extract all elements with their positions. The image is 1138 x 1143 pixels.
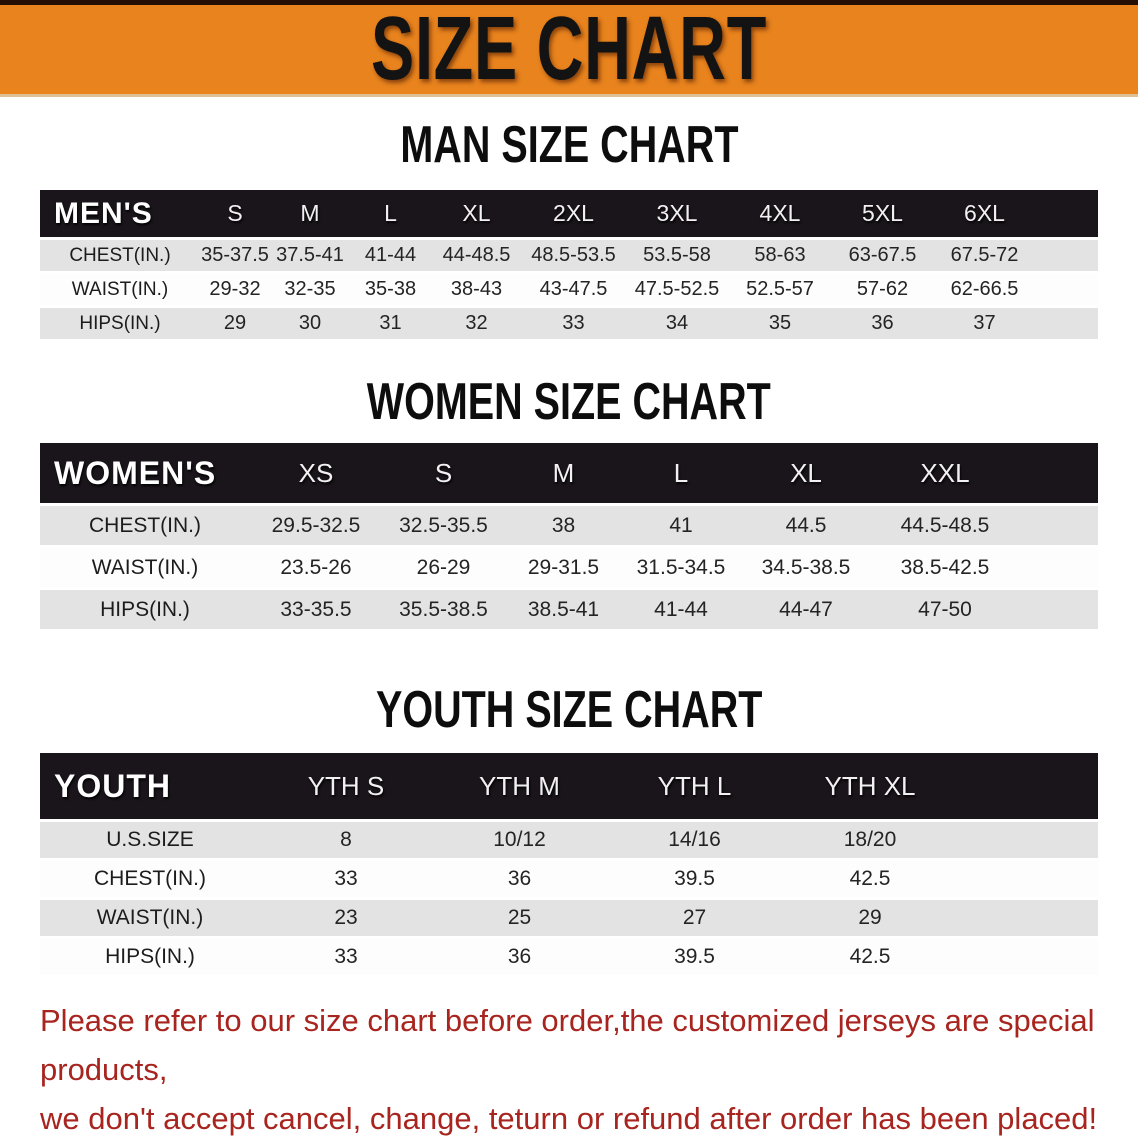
measurement-cell: 23.5-26 bbox=[280, 555, 352, 579]
group-label: YOUTH bbox=[54, 767, 171, 804]
measurement-cell: 42.5 bbox=[849, 867, 891, 890]
measurement-cell: 57-62 bbox=[856, 278, 909, 300]
measurement-cell: 38-43 bbox=[450, 278, 503, 300]
measurement-cell: 39.5 bbox=[674, 945, 715, 968]
measurement-row bbox=[40, 274, 1098, 305]
measurement-row bbox=[40, 939, 1098, 975]
measurement-cell: 36 bbox=[507, 945, 532, 968]
row-label: CHEST(IN.) bbox=[69, 244, 171, 266]
measurement-cell: 26-29 bbox=[416, 555, 471, 579]
measurement-cell: 34.5-38.5 bbox=[761, 555, 851, 579]
measurement-cell: 23 bbox=[334, 906, 358, 929]
measurement-row bbox=[40, 900, 1098, 936]
row-label: WAIST(IN.) bbox=[91, 555, 199, 579]
row-label: CHEST(IN.) bbox=[89, 513, 201, 537]
measurement-cell: 39.5 bbox=[674, 867, 715, 890]
measurement-cell: 47-50 bbox=[918, 597, 972, 621]
measurement-cell: 38.5-41 bbox=[527, 597, 600, 621]
measurement-row bbox=[40, 548, 1098, 587]
row-spacer bbox=[958, 939, 1098, 975]
size-header-row bbox=[40, 753, 1098, 819]
measurement-cell: 37.5-41 bbox=[276, 244, 344, 266]
row-spacer bbox=[958, 822, 1098, 858]
size-header-row bbox=[40, 443, 1098, 503]
measurement-cell: 31 bbox=[379, 312, 402, 334]
group-label: MEN'S bbox=[54, 196, 153, 230]
size-column-header: XS bbox=[298, 457, 334, 488]
measurement-cell: 35 bbox=[768, 312, 792, 334]
measurement-cell: 44-47 bbox=[779, 597, 833, 621]
measurement-cell: 33 bbox=[334, 945, 358, 968]
row-label: HIPS(IN.) bbox=[105, 945, 195, 968]
size-column-header: L bbox=[673, 457, 689, 488]
measurement-row bbox=[40, 590, 1098, 629]
measurement-cell: 41-44 bbox=[364, 244, 417, 266]
size-column-header: 4XL bbox=[759, 200, 801, 226]
size-column-header: YTH L bbox=[657, 770, 732, 801]
women-chart-heading-text: WOMEN SIZE CHART bbox=[367, 373, 771, 431]
size-column-header: XL bbox=[790, 457, 822, 488]
measurement-row bbox=[40, 861, 1098, 897]
measurement-cell: 41 bbox=[669, 513, 693, 537]
measurement-cell: 41-44 bbox=[654, 597, 708, 621]
header-spacer bbox=[958, 753, 1098, 819]
row-label: HIPS(IN.) bbox=[79, 312, 161, 334]
measurement-cell: 42.5 bbox=[849, 945, 891, 968]
measurement-cell: 30 bbox=[298, 312, 322, 334]
size-column-header: 6XL bbox=[964, 200, 1005, 226]
measurement-cell: 38 bbox=[551, 513, 576, 537]
measurement-cell: 52.5-57 bbox=[746, 278, 814, 300]
size-header-row bbox=[40, 190, 1098, 237]
measurement-cell: 33 bbox=[334, 867, 358, 890]
size-column-header: XXL bbox=[920, 457, 970, 488]
women-size-table bbox=[40, 440, 1098, 632]
measurement-cell: 36 bbox=[507, 867, 532, 890]
measurement-cell: 43-47.5 bbox=[539, 278, 608, 300]
measurement-cell: 29-31.5 bbox=[527, 555, 600, 579]
measurement-cell: 33-35.5 bbox=[280, 597, 352, 621]
row-spacer bbox=[1035, 308, 1098, 339]
disclaimer bbox=[40, 996, 1138, 1143]
size-column-header: S bbox=[227, 200, 243, 226]
size-column-header: 3XL bbox=[656, 200, 698, 226]
row-spacer bbox=[1018, 506, 1098, 545]
measurement-cell: 67.5-72 bbox=[950, 244, 1019, 266]
banner-title: SIZE CHART bbox=[371, 0, 767, 99]
measurement-row bbox=[40, 506, 1098, 545]
size-column-header: YTH XL bbox=[824, 770, 916, 801]
size-column-header: M bbox=[552, 457, 575, 488]
row-spacer bbox=[958, 861, 1098, 897]
measurement-cell: 18/20 bbox=[843, 828, 897, 851]
measurement-cell: 14/16 bbox=[668, 828, 721, 851]
measurement-cell: 29 bbox=[223, 312, 247, 334]
measurement-cell: 36 bbox=[871, 312, 894, 334]
size-column-header: YTH M bbox=[479, 770, 560, 801]
measurement-cell: 44-48.5 bbox=[442, 244, 511, 266]
men-size-table bbox=[40, 187, 1098, 342]
measurement-cell: 10/12 bbox=[493, 828, 546, 851]
measurement-cell: 31.5-34.5 bbox=[636, 555, 726, 579]
measurement-cell: 8 bbox=[340, 828, 352, 851]
disclaimer-line-2: we don't accept cancel, change, teturn or refund after order has been placed! bbox=[40, 1101, 1098, 1136]
header-spacer bbox=[1018, 443, 1098, 503]
measurement-cell: 44.5-48.5 bbox=[900, 513, 990, 537]
row-spacer bbox=[1018, 590, 1098, 629]
measurement-cell: 48.5-53.5 bbox=[531, 244, 616, 266]
size-column-header: 2XL bbox=[553, 200, 594, 226]
measurement-row bbox=[40, 308, 1098, 339]
men-chart-heading bbox=[0, 115, 1138, 175]
measurement-cell: 35-38 bbox=[364, 278, 417, 300]
row-label: HIPS(IN.) bbox=[100, 597, 190, 621]
women-chart-heading bbox=[0, 372, 1138, 432]
measurement-cell: 37 bbox=[973, 312, 996, 334]
row-spacer bbox=[1018, 548, 1098, 587]
measurement-row bbox=[40, 240, 1098, 271]
measurement-cell: 47.5-52.5 bbox=[634, 278, 720, 300]
measurement-cell: 29-32 bbox=[209, 278, 261, 300]
size-column-header: XL bbox=[462, 200, 491, 226]
row-label: WAIST(IN.) bbox=[96, 906, 204, 929]
youth-chart-heading-text: YOUTH SIZE CHART bbox=[375, 681, 763, 739]
measurement-cell: 32-35 bbox=[284, 278, 336, 300]
row-label: U.S.SIZE bbox=[106, 828, 194, 851]
youth-size-table bbox=[40, 750, 1098, 978]
group-label: WOMEN'S bbox=[54, 454, 217, 491]
measurement-cell: 62-66.5 bbox=[950, 278, 1019, 300]
row-label: WAIST(IN.) bbox=[71, 278, 169, 300]
size-chart-banner bbox=[0, 0, 1138, 97]
measurement-cell: 29.5-32.5 bbox=[271, 513, 361, 537]
measurement-row bbox=[40, 822, 1098, 858]
measurement-cell: 32.5-35.5 bbox=[399, 513, 488, 537]
row-spacer bbox=[1035, 240, 1098, 271]
size-column-header: L bbox=[384, 200, 397, 226]
youth-chart-heading bbox=[0, 680, 1138, 740]
measurement-cell: 44.5 bbox=[785, 513, 827, 537]
measurement-cell: 35-37.5 bbox=[201, 244, 269, 266]
measurement-cell: 38.5-42.5 bbox=[900, 555, 990, 579]
size-column-header: YTH S bbox=[307, 770, 385, 801]
size-column-header: M bbox=[300, 200, 320, 226]
size-column-header: S bbox=[434, 457, 453, 488]
row-spacer bbox=[1035, 274, 1098, 305]
measurement-cell: 25 bbox=[507, 906, 532, 929]
measurement-cell: 35.5-38.5 bbox=[399, 597, 488, 621]
men-chart-heading-text: MAN SIZE CHART bbox=[399, 116, 739, 174]
size-column-header: 5XL bbox=[862, 200, 903, 226]
disclaimer-line-1: Please refer to our size chart before order,the customized jerseys are special products, bbox=[40, 1003, 1095, 1087]
measurement-cell: 53.5-58 bbox=[643, 244, 711, 266]
header-spacer bbox=[1035, 190, 1098, 237]
measurement-cell: 34 bbox=[665, 312, 689, 334]
measurement-cell: 32 bbox=[465, 312, 488, 334]
measurement-cell: 58-63 bbox=[754, 244, 806, 266]
measurement-cell: 33 bbox=[562, 312, 585, 334]
row-spacer bbox=[958, 900, 1098, 936]
row-label: CHEST(IN.) bbox=[94, 867, 206, 890]
measurement-cell: 63-67.5 bbox=[848, 244, 917, 266]
measurement-cell: 27 bbox=[682, 906, 707, 929]
measurement-cell: 29 bbox=[858, 906, 882, 929]
